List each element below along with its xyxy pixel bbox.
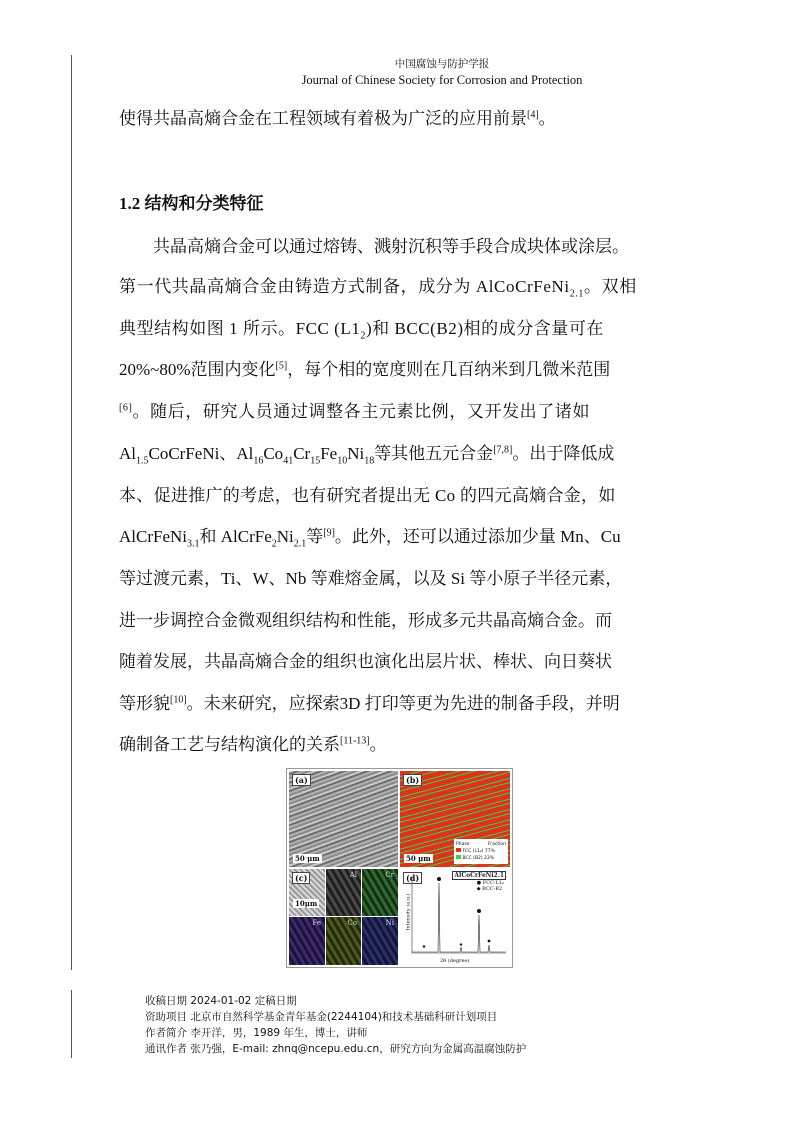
panel-label: (a) (292, 774, 311, 786)
body-line-8: 本、促进推广的考虑，也有研究者提出无 Co 的四元高熵合金，如 (119, 486, 616, 505)
footer-author-bio: 作者简介 李开洋，男，1989 年生，博士，讲师 (145, 1027, 368, 1039)
body-line-12: 随着发展，共晶高熵合金的组织也演化出层片状、棒状、向日葵状 (119, 652, 612, 671)
xrd-peak-fcc-220 (488, 940, 491, 943)
fcc-swatch (456, 848, 461, 852)
xrd-peak-bcc (423, 943, 463, 948)
panel-label: (b) (403, 774, 422, 786)
scale-bar: 10μm (295, 899, 318, 908)
figure-1 (286, 768, 513, 968)
footer-corresponding-author: 通讯作者 张乃强，E-mail: zhnq@ncepu.edu.cn，研究方向为金属高温腐蚀防护 (145, 1043, 527, 1055)
eds-map-co: Co (326, 917, 361, 965)
eds-map-al: Al (326, 869, 361, 916)
body-line-11: 进一步调控合金微观组织结构和性能，形成多元共晶高熵合金。而 (119, 611, 612, 630)
xrd-curve (412, 883, 506, 952)
xrd-title: AlCoCrFeNi2.1 (454, 872, 504, 879)
xrd-legend: ● FCC-L1₂ ◆ BCC-B2 (476, 880, 504, 892)
left-margin-rule-top (71, 55, 72, 970)
body-line-7: $Al_{1.5}CoCrFeNi$、$Al_{16}Co_{41}Cr_{15}Fe_{10}Ni_{18}$等其他五元合金[7,8]。出于降低成 (119, 444, 615, 467)
footer-received-date: 收稿日期 2024-01-02 定稿日期 (145, 995, 297, 1007)
left-margin-rule-bottom (71, 990, 72, 1058)
panel-label: (c) (292, 872, 310, 884)
body-line-4: 典型结构如图 1 所示。FCC $(L1_2)$和 BCC(B2)相的成分含量可在 (119, 319, 604, 342)
journal-title-en: Journal of Chinese Society for Corrosion and Protection (301, 73, 583, 87)
body-line-5: 20%~80%范围内变化[5]，每个相的宽度则在几百纳米到几微米范围 (119, 360, 611, 379)
body-line-1: 使得共晶高熵合金在工程领域有着极为广泛的应用前景[4]。 (119, 109, 556, 128)
xrd-ylabel: Intensity (a.u.) (405, 893, 412, 931)
panel-d-xrd (400, 869, 510, 965)
xrd-axes (412, 877, 506, 953)
xrd-peak-fcc-111 (437, 877, 441, 881)
citation-ref: [4] (527, 109, 539, 121)
body-line-10: 等过渡元素，Ti、W、Nb 等难熔金属，以及 Si 等小原子半径元素， (119, 569, 623, 588)
eds-map-cr: Cr (362, 869, 398, 916)
body-line-2: 共晶高熵合金可以通过熔铸、溅射沉积等手段合成块体或涂层。 (153, 237, 629, 256)
journal-title-cn: 中国腐蚀与防护学报 (394, 58, 490, 70)
body-line-3: 第一代共晶高熵合金由铸造方式制备，成分为 AlCoCrFeNi$_{2.1}$。双相 (119, 277, 637, 300)
panel-c-eds (289, 869, 398, 965)
bcc-swatch (456, 855, 461, 859)
panel-b-phase-map (400, 771, 510, 867)
footer-funding: 资助项目 北京市自然科学基金青年基金(2244104)和技术基础科研计划项目 (145, 1011, 498, 1023)
body-line-9: AlCrFeNi$_{3.1}$和 $AlCrFe_2Ni_{2.1}$等[9]。此外，还可以通过添加少量 Mn、Cu (119, 527, 621, 550)
scale-bar: 50 μm (406, 854, 431, 863)
panel-a-sem (289, 771, 398, 867)
section-heading: 1.2 结构和分类特征 (119, 194, 264, 213)
xrd-pattern (400, 869, 510, 965)
eds-se-image (289, 869, 325, 916)
panel-label: (d) (403, 872, 422, 884)
scale-bar: 50 μm (295, 854, 320, 863)
xrd-peak-fcc-200 (477, 909, 481, 913)
phase-legend: Phase Fraction FCC (L1₂) 77% BCC (B2) 23% (454, 839, 508, 864)
xrd-xlabel: 2θ (degree) (440, 958, 470, 964)
eds-map-ni: Ni (362, 917, 398, 965)
body-line-14: 确制备工艺与结构演化的关系[11-13]。 (119, 735, 387, 754)
body-line-6: [6]。随后，研究人员通过调整各主元素比例，又开发出了诸如 (119, 402, 591, 421)
eds-map-fe: Fe (289, 917, 325, 965)
body-line-13: 等形貌[10]。未来研究，应探索3D 打印等更为先进的制备手段，并明 (119, 694, 620, 713)
